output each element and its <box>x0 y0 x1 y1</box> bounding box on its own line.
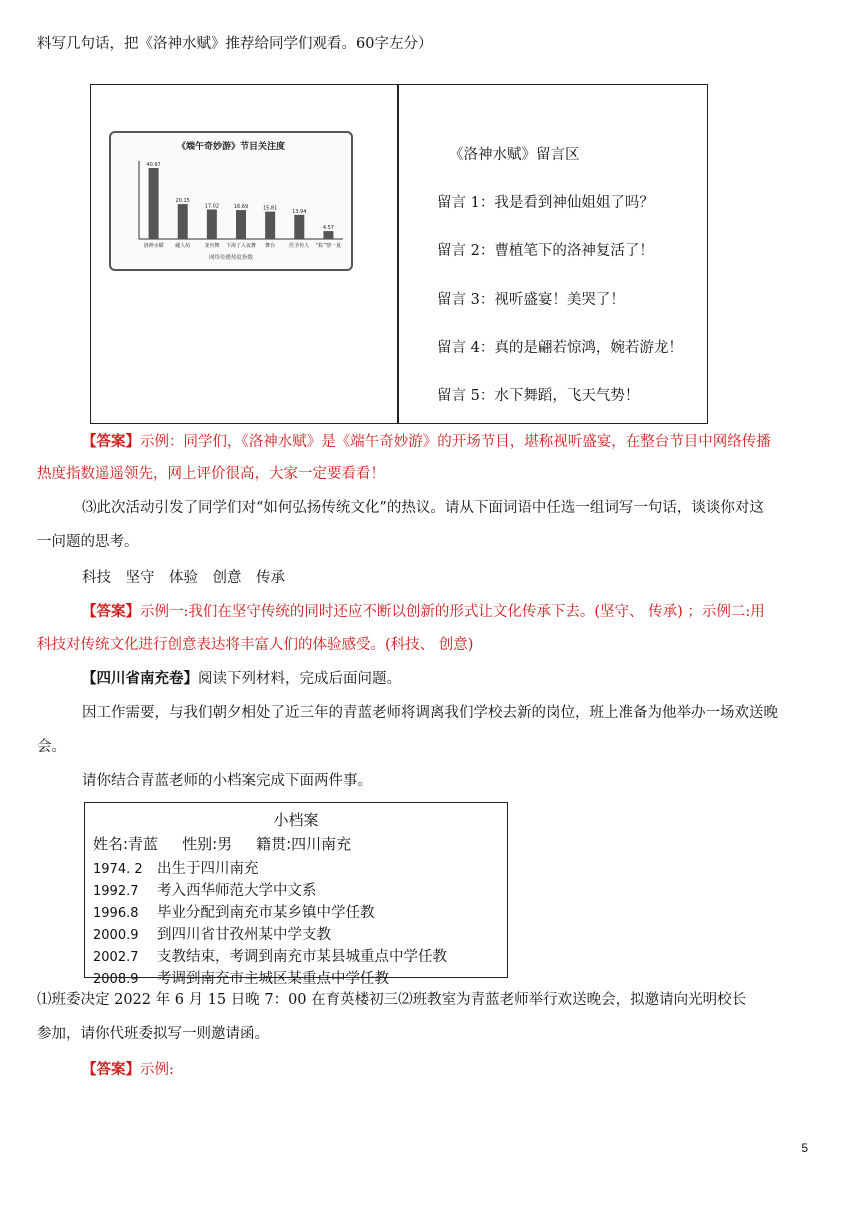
question-1: ⑴班委决定 2022 年 6 月 15 日晚 7：00 在育英楼初三⑵班教室为青蓝老师举行欢送晚会，拟邀请向光明校长 <box>37 992 747 1008</box>
category-label: 洛神水赋 <box>143 243 164 249</box>
profile-date: 2008.9 <box>93 972 139 987</box>
category-label: “粽”情一夏 <box>315 243 342 249</box>
section-text: 阅读下列材料，完成后面问题。 <box>198 671 401 687</box>
profile-row <box>93 879 317 900</box>
category-label: 龙舟舞 <box>204 243 220 249</box>
answer-text: 示例一:我们在坚守传统的同时还应不断以创新的形式让文化传承下去。(坚守、 传承) ；示例二:用 <box>140 604 765 620</box>
paragraph-1-cont: 会。 <box>37 739 66 755</box>
question-3: ⑶此次活动引发了同学们对“如何弘扬传统文化”的热议。请从下面词语中任选一组词写一句话，谈谈你对这 <box>82 500 764 516</box>
x-axis-label: 网络传播热度指数 <box>208 255 254 261</box>
answer-2-cont: 科技对传统文化进行创意表达将丰富人们的体验感受。(科技、 创意) <box>37 637 474 653</box>
section-heading <box>82 669 401 689</box>
attention-chart <box>109 131 353 271</box>
profile-event: 毕业分配到南充市某乡镇中学任教 <box>157 905 375 921</box>
bar-value-label: 4.57 <box>322 225 334 232</box>
profile-event: 出生于四川南充 <box>157 861 259 877</box>
bar-value-label: 17.02 <box>204 203 220 210</box>
answer-1 <box>82 432 771 452</box>
bar-value-label: 40.97 <box>146 161 161 168</box>
answer-3 <box>82 1060 174 1080</box>
profile-row <box>93 901 375 922</box>
message-1: 留言 1：我是看到神仙姐姐了吗？ <box>437 195 654 211</box>
profile-event: 支教结束，考调到南充市某县城重点中学任教 <box>157 949 447 965</box>
bar-value-label: 15.81 <box>262 205 278 212</box>
message-5: 留言 5：水下舞蹈，飞天气势！ <box>437 388 640 404</box>
profile-row <box>93 967 389 988</box>
chart-bar <box>178 204 188 239</box>
profile-title: 小档案 <box>273 811 319 829</box>
category-label: 舞台 <box>265 243 276 249</box>
profile-origin: 籍贯:四川南充 <box>256 835 352 853</box>
message-4: 留言 4：真的是翩若惊鸿，婉若游龙！ <box>437 340 683 356</box>
message-area <box>409 85 705 423</box>
profile-date: 1996.8 <box>93 906 139 921</box>
paragraph-1: 因工作需要，与我们朝夕相处了近三年的青蓝老师将调离我们学校去新的岗位，班上准备为他举办一场欢送晚 <box>82 705 778 721</box>
chart-bar <box>149 168 159 239</box>
chart-bar <box>265 212 275 239</box>
table-divider <box>397 85 399 423</box>
category-label: 碰人坊 <box>175 243 191 249</box>
answer-tag: 【答案】 <box>82 433 140 450</box>
page-number: 5 <box>801 1141 808 1155</box>
bar-value-label: 13.94 <box>292 208 307 215</box>
profile-name: 姓名:青蓝 <box>93 835 159 853</box>
profile-event: 到四川省甘孜州某中学支教 <box>157 927 331 943</box>
chart-bar <box>294 215 304 239</box>
category-label: 医圣传人 <box>289 243 310 249</box>
answer-1-cont: 热度指数遥遥领先，网上评价很高，大家一定要看看！ <box>37 466 385 482</box>
question-3-cont: 一问题的思考。 <box>37 534 139 550</box>
answer-2 <box>82 602 765 622</box>
word-list: 科技 坚守 体验 创意 传承 <box>82 570 285 586</box>
profile-date: 1992.7 <box>93 884 139 899</box>
message-area-title: 《洛神水赋》留言区 <box>449 147 580 163</box>
profile-box <box>84 802 508 987</box>
media-table <box>90 84 708 424</box>
answer-tag: 【答案】 <box>82 603 140 620</box>
paragraph-2: 请你结合青蓝老师的小档案完成下面两件事。 <box>82 773 372 789</box>
answer-tag: 【答案】 <box>82 1061 140 1078</box>
chart-svg <box>111 133 351 269</box>
profile-gender: 性别:男 <box>182 835 233 853</box>
category-label: 下海了入夜舞 <box>225 243 257 249</box>
question-1-cont: 参加，请你代班委拟写一则邀请函。 <box>37 1026 269 1042</box>
question-intro: 料写几句话，把《洛神水赋》推荐给同学们观看。60字左分） <box>37 36 433 52</box>
profile-date: 1974. 2 <box>93 862 143 877</box>
answer-text: 示例：同学们，《洛神水赋》是《端午奇妙游》的开场节目，堪称视听盛宴，在整台节目中网络传播 <box>140 434 771 450</box>
profile-header <box>93 833 375 854</box>
chart-bar <box>323 231 333 239</box>
section-tag: 【四川省南充卷】 <box>82 670 198 687</box>
chart-bar <box>236 210 246 239</box>
chart-bar <box>207 209 217 239</box>
profile-date: 2000.9 <box>93 928 139 943</box>
message-2: 留言 2：曹植笔下的洛神复活了！ <box>437 243 654 259</box>
profile-row <box>93 945 447 966</box>
answer-text: 示例: <box>140 1062 174 1078</box>
profile-date: 2002.7 <box>93 950 139 965</box>
profile-event: 考调到南充市主城区某重点中学任教 <box>157 971 389 987</box>
bar-value-label: 16.69 <box>233 204 249 211</box>
profile-row <box>93 923 331 944</box>
bar-value-label: 20.15 <box>175 198 190 205</box>
profile-row <box>93 857 259 878</box>
chart-title: 《端午奇妙游》节目关注度 <box>176 142 286 152</box>
profile-event: 考入西华师范大学中文系 <box>157 883 317 899</box>
message-3: 留言 3：视听盛宴！美哭了！ <box>437 292 625 308</box>
